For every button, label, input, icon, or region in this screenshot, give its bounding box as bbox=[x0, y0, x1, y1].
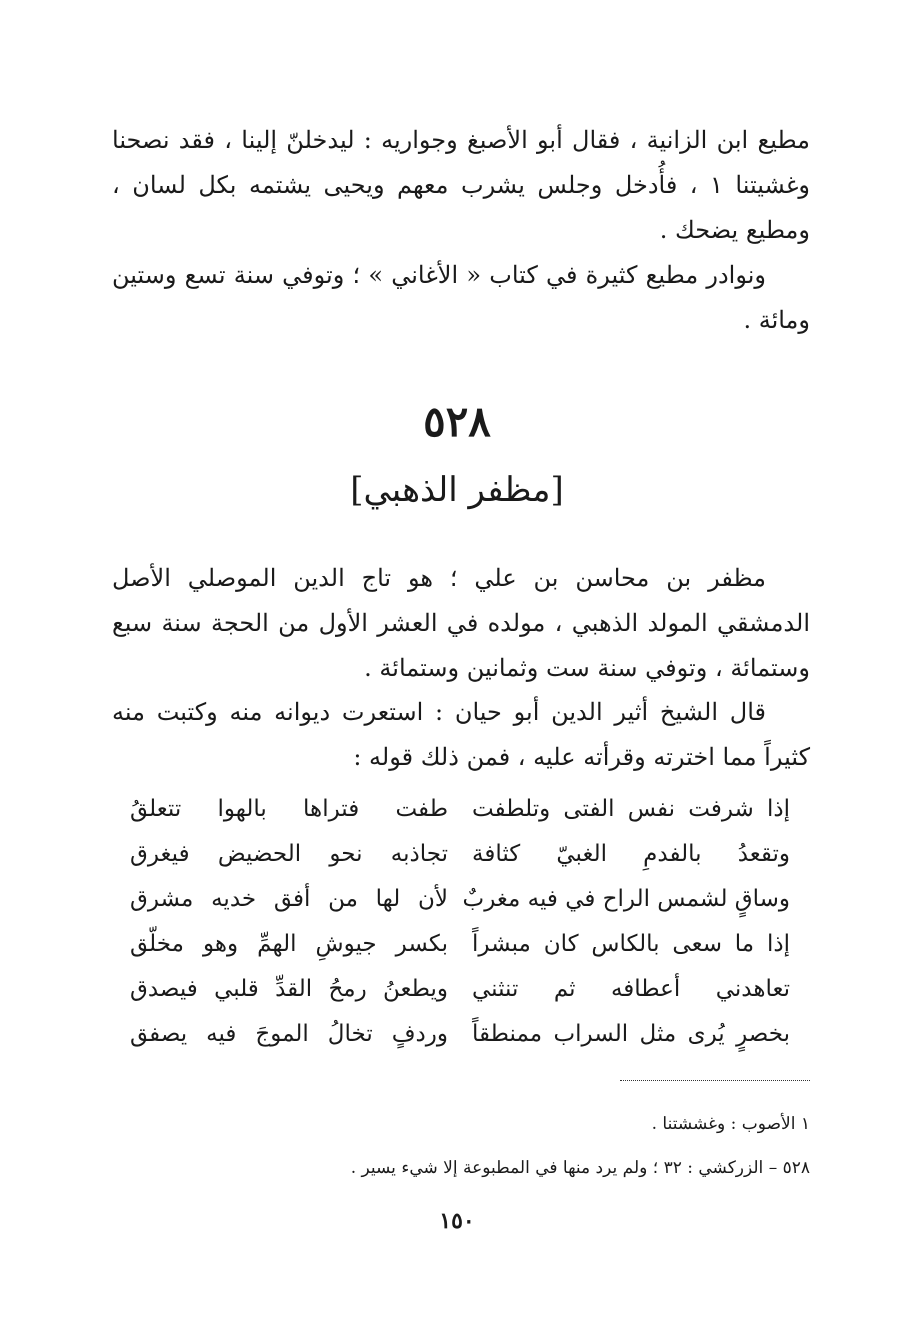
biography-paragraph: مظفر بن محاسن بن علي ؛ هو تاج الدين الموصلي الأصل الدمشقي المولد الذهبي ، مولده في العشر الأول من الحجة سنة سبع وستمائة ، وتوفي سنة ست وثمانين وستمائة . bbox=[112, 564, 810, 682]
verse-line bbox=[130, 876, 790, 921]
section-title: [مظفر الذهبي] bbox=[350, 470, 564, 510]
verse-first-hemistich: إذا ما سعى بالكاس كان مبشراً bbox=[472, 930, 790, 957]
verse-line bbox=[130, 831, 790, 876]
poem bbox=[130, 786, 790, 1056]
verse-line bbox=[130, 1011, 790, 1056]
section-number: ٥٢٨ bbox=[423, 397, 491, 446]
verse-first-hemistich: وتقعدُ بالفدمِ الغبيّ كثافة bbox=[472, 840, 790, 867]
verse-line bbox=[130, 966, 790, 1011]
verse-first-hemistich: تعاهدني أعطافه ثم تنثني bbox=[472, 975, 790, 1002]
verse-second-hemistich: ويطعنُ رمحُ القدِّ قلبي فيصدق bbox=[130, 975, 448, 1002]
source-note: ٥٢٨ – الزركشي : ٣٢ ؛ ولم يرد منها في المطبوعة إلا شيء يسير . bbox=[350, 1158, 810, 1178]
continuation-paragraph: مطيع ابن الزانية ، فقال أبو الأصبغ وجواريه : ليدخلنّ إلينا ، فقد نصحنا وغشيتنا ١ ، فأُدخل وجلس يشرب معهم ويحيى يشتمه بكل لسان ، ومطيع يضحك . bbox=[112, 126, 811, 244]
closing-paragraph: ونوادر مطيع كثيرة في كتاب « الأغاني » ؛ وتوفي سنة تسع وستين ومائة . bbox=[112, 261, 810, 334]
verse-second-hemistich: لأن لها من أفق خديه مشرق bbox=[130, 885, 448, 912]
footnote: ١ الأصوب : وغششتنا . bbox=[651, 1114, 810, 1134]
verse-second-hemistich: بكسر جيوشِ الهمِّ وهو مخلّق bbox=[130, 930, 448, 957]
verse-second-hemistich: تجاذبه نحو الحضيض فيغرق bbox=[130, 840, 448, 867]
verse-first-hemistich: إذا شرفت نفس الفتى وتلطفت bbox=[472, 795, 790, 822]
verse-line bbox=[130, 921, 790, 966]
verse-line bbox=[130, 786, 790, 831]
verse-second-hemistich: وردفٍ تخالُ الموجَ فيه يصفق bbox=[130, 1020, 448, 1047]
footnote-divider bbox=[620, 1080, 810, 1081]
verse-second-hemistich: طفت فتراها بالهوا تتعلقُ bbox=[130, 795, 448, 822]
quotation-intro-paragraph: قال الشيخ أثير الدين أبو حيان : استعرت ديوانه منه وكتبت منه كثيراً مما اخترته وقرأته عليه ، فمن ذلك قوله : bbox=[112, 698, 810, 771]
verse-first-hemistich: وساقٍ لشمس الراح في فيه مغربٌ bbox=[462, 885, 790, 912]
verse-first-hemistich: بخصرٍ يُرى مثل السراب ممنطقاً bbox=[472, 1020, 790, 1047]
page-number: ١٥٠ bbox=[439, 1208, 475, 1234]
